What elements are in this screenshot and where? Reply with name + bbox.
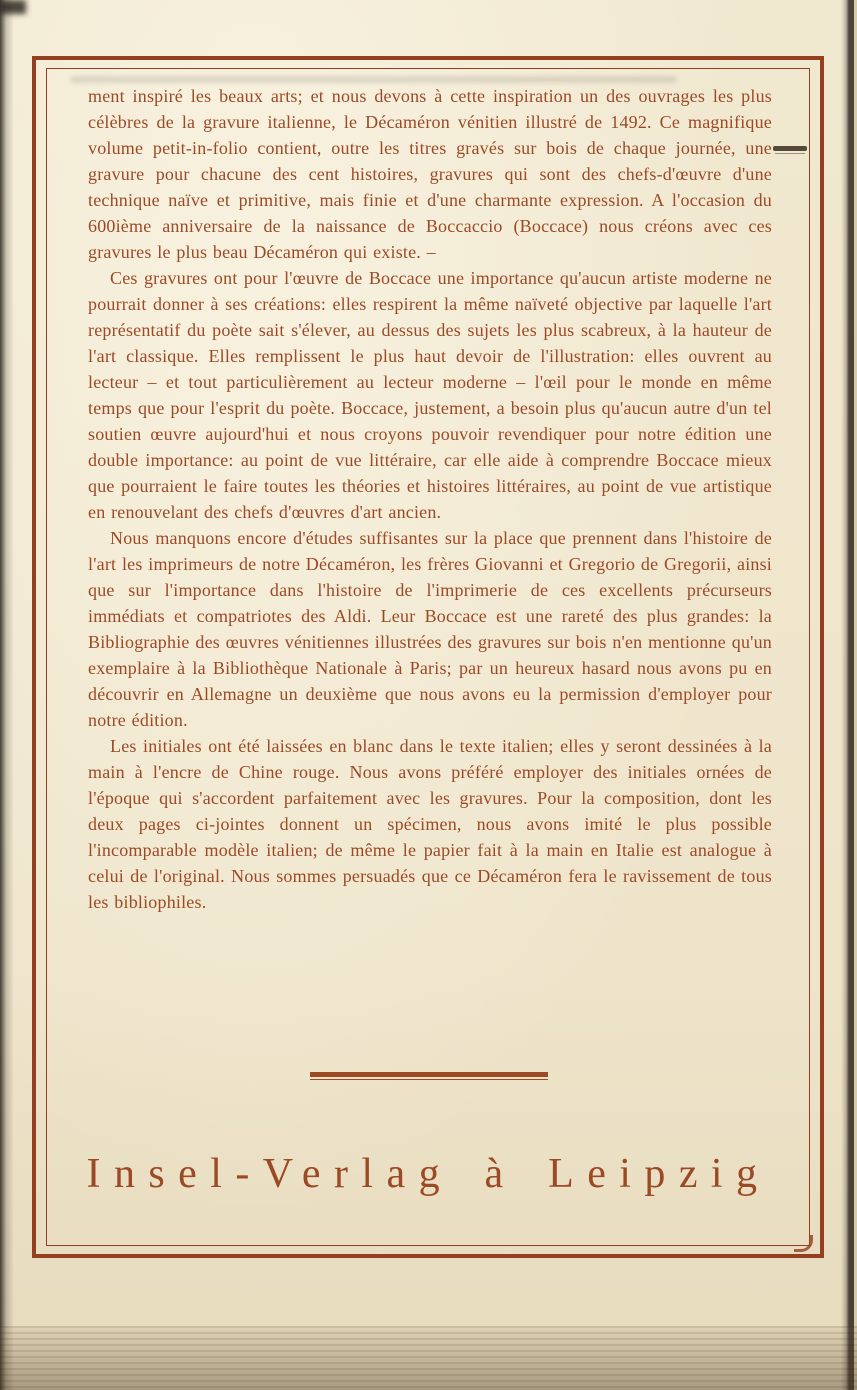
paragraph-1: ment inspiré les beaux arts; et nous devons à cette inspiration un des ouvrages les plus célèbres de la gravure italienne, le Décaméron vénitien illustré de 1492. Ce magnifique volume petit-in-folio contient, outre les titres gravés sur bois de chaque journée, une gravure pour chacune des cent histoires, gravures qui sont des chefs-d'œuvre d'une technique naïve et primitive, mais finie et d'une charmante expression. A l'occasion du 600ième anniversaire de la naissance de Boccaccio (Boccace) nous créons avec ces gravures le plus beau Décaméron qui existe. – bbox=[88, 86, 772, 262]
paragraph-2: Ces gravures ont pour l'œuvre de Boccace une importance qu'aucun artiste moderne ne pourrait donner à ses créations: elles respirent la même naïveté objective par laquelle l'art représentatif du poète sait s'élever, au dessus des sujets les plus scabreux, à la hauteur de l'art classique. Elles remplissent le plus haut devoir de l'illustration: elles ouvrent au lecteur – et tout particulièrement au lecteur moderne – l'œil pour le monde en même temps que pour l'esprit du poète. Boccace, justement, a besoin plus qu'aucun autre d'un tel soutien œuvre aujourd'hui et nous croyons pouvoir revendiquer pour notre édition une double importance: au point de vue littéraire, car elle aide à comprendre Boccace mieux que pourraient le faire toutes les théories et histoires littéraires, au point de vue artistique en renouvelant des chefs d'œuvres d'art ancien. bbox=[88, 268, 772, 522]
scan-edge-left bbox=[0, 0, 14, 1390]
margin-correction-mark bbox=[773, 146, 807, 151]
scan-smear-top bbox=[70, 76, 677, 83]
publisher-imprint: Insel-Verlag à Leipzig bbox=[86, 1151, 771, 1197]
scan-edge-bottom bbox=[0, 1326, 857, 1390]
scan-edge-right bbox=[841, 0, 857, 1390]
paragraph-3: Nous manquons encore d'études suffisantes sur la place que prennent dans l'histoire de l'art les imprimeurs de notre Décaméron, les frères Giovanni et Gregorio de Gregorii, ainsi que sur l'importance dans l'histoire de l'imprimerie de ces excellents précurseurs immédiats et compatriotes des Aldi. Leur Boccace est une rareté des plus grandes: la Bibliographie des œuvres vénitiennes illustrées des gravures sur bois n'en mentionne qu'un exemplaire à la Bibliothèque Nationale à Paris; par un heureux hasard nous avons pu en découvrir en Allemagne un deuxième que nous avons eu la permission d'employer pour notre édition. bbox=[88, 528, 772, 730]
horizontal-rule bbox=[310, 1072, 548, 1080]
paragraph-4: Les initiales ont été laissées en blanc dans le texte italien; elles y seront dessinées à la main à l'encre de Chine rouge. Nous avons préféré employer des initiales ornées de l'époque qui s'accordent parfaitement avec les gravures. Pour la composition, dont les deux pages ci-jointes donnent un spécimen, nous avons imité le plus possible l'incomparable modèle italien; de même le papier fait à la main en Italie est analogue à celui de l'original. Nous sommes persuadés que ce Décaméron fera le ravissement de tous les bibliophiles. bbox=[88, 736, 772, 912]
body-text bbox=[88, 83, 772, 915]
